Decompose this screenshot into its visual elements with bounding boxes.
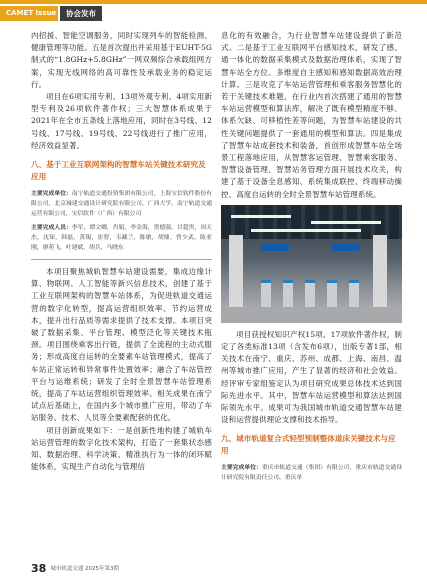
page-footer [31, 562, 119, 575]
paragraph: 项目创新成果如下：一是创新性地构建了城轨车站运营管理的数字化技术架构，打造了一套集状态感知、数据治理、科学决策、精准执行为一体的闭环赋能体系，实现生产自动化与管理信 [31, 425, 212, 472]
section-heading: 八、基于工业互联网架构的智慧车站关键技术研究及应用 [31, 160, 206, 182]
paragraph: 项目获授权知识产权15项、17项软件著作权，制定了各类标准13项（含发布6项），出版专著1部，相关技术在南宁、重庆、苏州、成都、上海、南昌、温州等城市推广应用，产生了显著的经济和社会效益。经评审专家组鉴定认为项目研究成果总体技术达到国际先进水平。其中，智慧车站运营模型和算法达到国际领先水平。成果可为我国城市轨道交通智慧车站建设和运营提供理论支撑和技术指导。 [221, 329, 402, 425]
paragraph: 息化的有效融合，为行业智慧车站建设提供了新范式。二是基于工业互联网平台感知技术，研发了感、通一体化的数据采集模式及数据治理体系，实现了智慧车站全方位、多维度自主感知和感知数据高效治理计算。三是攻克了车站运营管理和乘客服务智慧化的若干关键技术难题，在行业内首次搭建了通用的智慧车站运营模型和算法库，解决了既有模型精度不够、体系欠缺、可移植性差等问题，为智慧车站建设的共性关键问题提供了一套通用的模型和算法。四是集成了智慧车站成套技术和装备，首创形成智慧车站全场景工程落地应用，从智慧客运管理、智慧乘客服务、智慧设备管理、智慧站务管理方面开展技术攻关，构建了基于设备全息感知、系统集成联控、终端移动操控、高度自运转的全时全景智慧车站管理系统。 [221, 31, 402, 199]
completing-people [31, 223, 212, 253]
photo-light [251, 229, 361, 232]
header-accent-bar [0, 0, 427, 4]
photo-sign [261, 243, 289, 251]
photo-gate [327, 280, 337, 309]
section-heading: 九、城市轨道复合式轻型预制整体道床关键技术与应用 [221, 434, 396, 456]
issue-label: CAMET Issue [0, 6, 58, 21]
page-number: 38 [31, 562, 47, 575]
photo-sign [331, 243, 359, 251]
photo-gate [261, 280, 271, 309]
photo-gate [349, 280, 359, 309]
photo-gate [283, 280, 293, 309]
section-label: 协会发布 [60, 6, 102, 21]
divider [31, 259, 212, 260]
paragraph: 项目在6项实用专利、13项外观专利、4项实用新型专利及26项软件著作权；三大智慧体系成果于2021年在全市五条线上落地应用，同时在3号线、12号线、17号线、19号线、22号线进行了推广应用，经济效益显著。 [31, 92, 212, 150]
photo-gate [305, 280, 315, 309]
photo-pillar [229, 235, 243, 309]
people-text: 李军，谭文卿，肖娟，李金海，贺德强，甘超贵，周天杰，沈琛，韩磊，黄锡，崔智，韦藏兰，陈敏，胡鼎，曾少武，陈亚刚，廖苑飞，叶建斌，胡兵，马晓东 [31, 225, 212, 252]
completing-units [221, 463, 402, 483]
completing-units [31, 189, 212, 219]
right-column [221, 30, 402, 487]
units-text: 重庆市轨道交通（集团）有限公司，重庆市轨道交通设计研究院有限责任公司，重庆单 [221, 465, 402, 482]
photo-floor [221, 307, 402, 323]
left-column [31, 30, 212, 473]
people-label: 主要完成人员： [31, 225, 72, 232]
journal-name: 城市轨道交通 2025年第3期 [50, 566, 120, 572]
paragraph: 本项目聚焦城轨智慧车站建设需要，集成边缘计算、物联网、人工智能等新兴信息技术，创建了基于工业互联网架构的智慧车站体系，为促进轨道交通运营的数字化转型，提高运营组织效率、节约运营成本，提升出行品质等需求提供了技术支撑。本项目突破了数据采集、平台管理、模型泛化等关键技术瓶颈。项目围绕乘客出行链，提供了全流程的主动式服务；形成高度自运转的全要素车站管理模式，提高了车站正常运转和异常事件处置效率；融合了车站管控平台与运维系统；研发了全时全景智慧车站管理系统，提高了车站运营组织管理效率。相关成果在南宁试点后基础上，在国内多个城市推广应用，带动了车站服务、技术、人员等全要素配套的优化。 [31, 267, 212, 423]
photo-light [311, 221, 381, 224]
photo-pillar [373, 235, 387, 309]
units-text: 南宁轨道交通投资集团有限公司，上海宝信软件股份有限公司，北京城建交通设计研究院有限公司，广西大学，南宁轨道交通运营有限公司，宝信软件（广西）有限公司 [31, 191, 212, 218]
page-header [0, 0, 427, 24]
photo-light [231, 215, 291, 218]
units-label: 主要完成单位： [31, 191, 72, 198]
station-photo [221, 205, 402, 323]
units-label: 主要完成单位： [221, 465, 262, 472]
paragraph: 内招援、智能空调服务，同时实现列车的智能检测、健康管理等功能。五是首次提出并采用基于EUHT-5G制式的“1.8GHz+5.8GHz”一网双频综合承载组网方案，实现无线网络的高可靠性及承载业务的稳定运行。 [31, 31, 212, 89]
